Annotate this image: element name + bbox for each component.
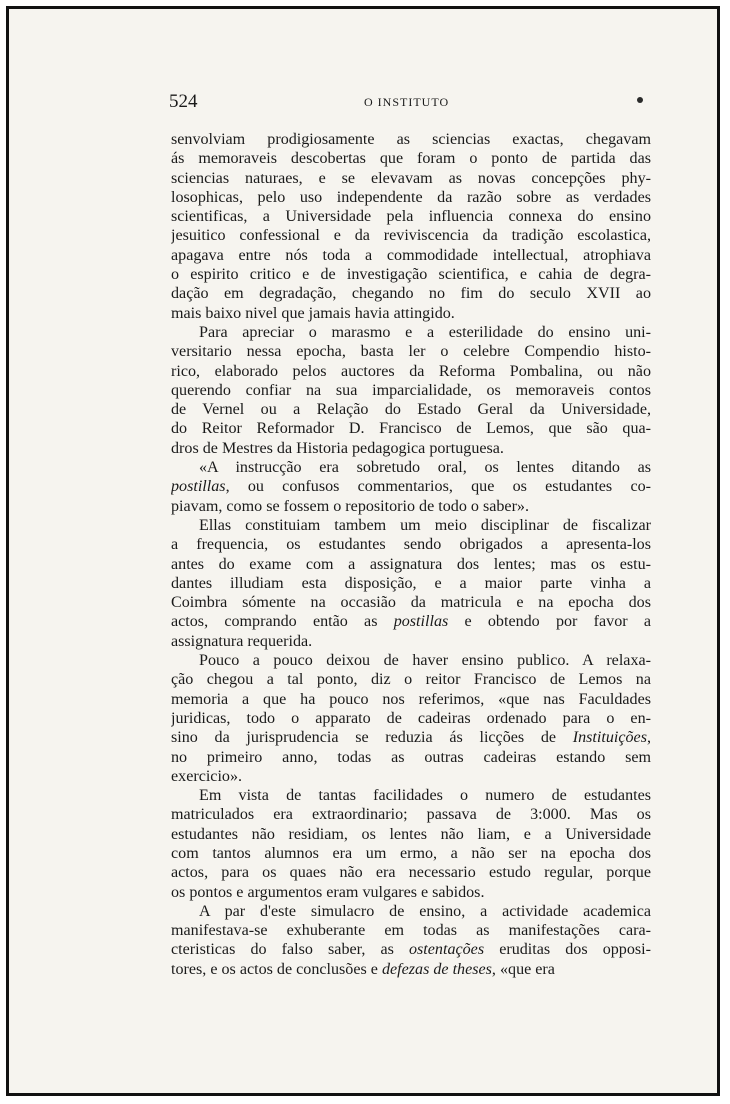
text-line: sciencias naturaes, e se elevavam as novas concepções phy-: [171, 169, 651, 187]
text-line: postillas, ou confusos commentarios, que os estudantes co-: [171, 478, 651, 496]
text-line: versitario nessa epocha, basta ler o celebre Compendio histo-: [171, 343, 651, 361]
text-line: manifestava-se exhuberante em todas as manifestações cara-: [171, 922, 651, 940]
text-line: dação em degradação, chegando no fim do seculo XVII ao: [171, 285, 651, 303]
text-line: juridicas, todo o apparato de cadeiras ordenado para o en-: [171, 709, 651, 727]
text-line: losophicas, pelo uso independente da razão sobre as verdades: [171, 188, 651, 206]
text-line: a frequencia, os estudantes sendo obrigados a apresenta-los: [171, 536, 651, 554]
paragraph: [171, 323, 651, 458]
page-frame: [6, 6, 720, 1096]
text-line: mais baixo nivel que jamais havia attingido.: [171, 304, 455, 322]
ink-spot: [637, 97, 643, 103]
text-line: cteristicas do falso saber, as ostentações eruditas dos opposi-: [171, 941, 651, 959]
text-line: sino da jurisprudencia se reduzia ás licções de Instituições,: [171, 729, 651, 747]
text-line: rico, elaborado pelos auctores da Reforma Pombalina, ou não: [171, 362, 651, 380]
text-line: exercicio».: [171, 767, 243, 785]
text-line: Para apreciar o marasmo e a esterilidade do ensino uni-: [199, 323, 651, 341]
text-line: Pouco a pouco deixou de haver ensino publico. A relaxa-: [199, 652, 651, 670]
text-line: scientificas, a Universidade pela influencia connexa do ensino: [171, 208, 651, 226]
text-line: no primeiro anno, todas as outras cadeiras estando sem: [171, 748, 651, 766]
text-line: assignatura requerida.: [171, 632, 313, 650]
running-header: [169, 91, 649, 117]
text-line: A par d'este simulacro de ensino, a actividade academica: [199, 902, 651, 920]
text-line: Coimbra sómente na occasião da matricula e na epocha dos: [171, 594, 651, 612]
paragraph: [171, 651, 651, 786]
text-line: dros de Mestres da Historia pedagogica portuguesa.: [171, 439, 504, 457]
text-line: querendo confiar na sua imparcialidade, os memoraveis contos: [171, 381, 651, 399]
paragraph: [171, 516, 651, 651]
body-text: [171, 130, 651, 979]
text-line: piavam, como se fossem o repositorio de todo o saber».: [171, 497, 530, 515]
text-line: apagava entre nós toda a commodidade intellectual, atrophiava: [171, 246, 651, 264]
text-line: Em vista de tantas facilidades o numero de estudantes: [199, 787, 651, 805]
paragraph: [171, 458, 651, 516]
page-number: 524: [169, 91, 198, 112]
text-line: senvolviam prodigiosamente as sciencias exactas, chegavam: [171, 131, 651, 148]
text-line: actos, para os quaes não era necessario estudo regular, porque: [171, 864, 651, 882]
text-line: Ellas constituiam tambem um meio disciplinar de fiscalizar: [199, 516, 651, 534]
book-page: [9, 9, 717, 1093]
paragraph: [171, 902, 651, 979]
text-line: o espirito critico e de investigação scientifica, e cahia de degra-: [171, 266, 651, 284]
running-title: O INSTITUTO: [364, 95, 450, 109]
text-line: memoria a que ha pouco nos referimos, «que nas Faculdades: [171, 690, 651, 708]
text-line: com tantos alumnos era um ermo, a não ser na epocha dos: [171, 844, 651, 862]
text-line: estudantes não residiam, os lentes não liam, e a Universidade: [171, 825, 651, 843]
text-line: actos, comprando então as postillas e obtendo por favor a: [171, 613, 651, 631]
text-line: ção chegou a tal ponto, diz o reitor Francisco de Lemos na: [171, 671, 651, 689]
text-line: ás memoraveis descobertas que foram o ponto de partida das: [171, 150, 651, 168]
text-line: jesuitico confessional e da reviviscencia da tradição escolastica,: [171, 227, 651, 245]
text-line: tores, e os actos de conclusões e defezas de theses, «que era: [171, 960, 555, 978]
text-line: do Reitor Reformador D. Francisco de Lemos, que são qua-: [171, 420, 651, 438]
text-line: de Vernel ou a Relação do Estado Geral da Universidade,: [171, 401, 651, 419]
paragraph: [171, 786, 651, 902]
paragraph: [171, 130, 651, 323]
text-line: dantes illudiam esta disposição, e a maior parte vinha a: [171, 574, 651, 592]
text-line: antes do exame com a assignatura dos lentes; mas os estu-: [171, 555, 651, 573]
text-line: matriculados era extraordinario; passava de 3:000. Mas os: [171, 806, 651, 824]
text-line: os pontos e argumentos eram vulgares e sabidos.: [171, 883, 485, 901]
text-line: «A instrucção era sobretudo oral, os lentes ditando as: [199, 459, 651, 477]
